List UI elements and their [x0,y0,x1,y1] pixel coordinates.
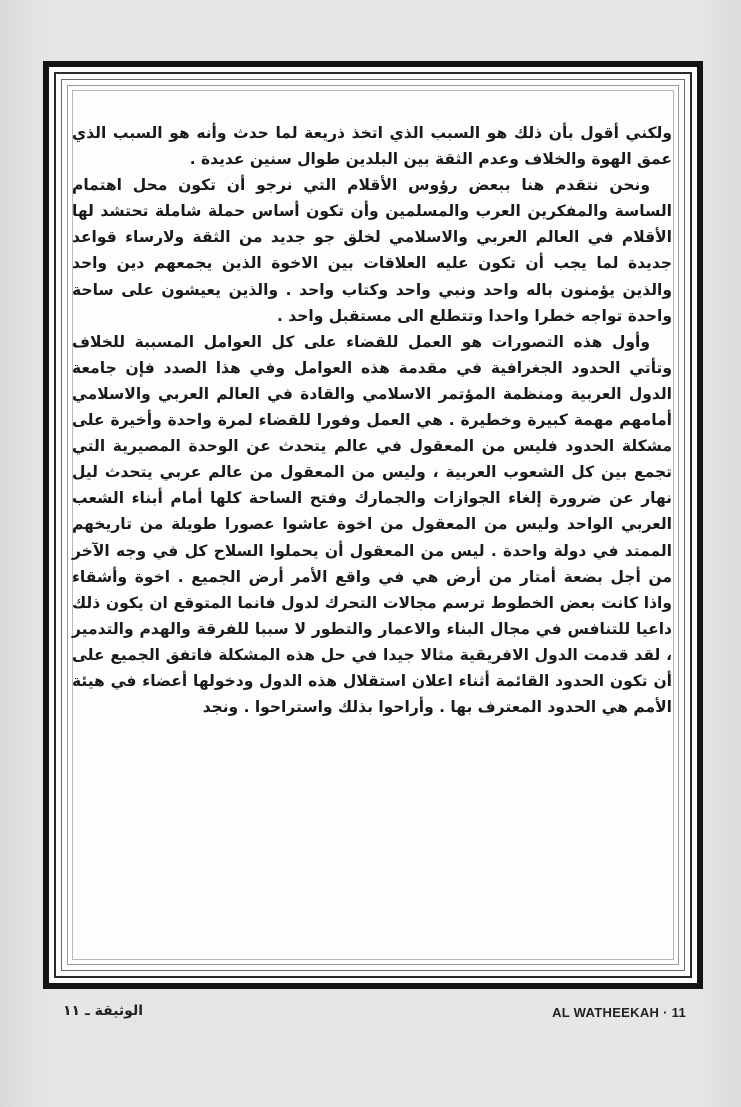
article-body [72,120,672,935]
paragraph-3: وأول هذه التصورات هو العمل للقضاء على كل العوامل المسببة للخلاف وتأتي الحدود الجغرافية في مقدمة هذه العوامل وفي هذا الصدد فإن جامعة الدول العربية ومنظمة المؤتمر الاسلامي والقادة في العالم العربي والاسلامي أمامهم مهمة كبيرة وخطيرة . هي العمل وفورا للقضاء لمرة واحدة وأخيرة على مشكلة الحدود فليس من المعقول في عالم يتحدث عن الوحدة المصيرية التي تجمع بين كل الشعوب العربية ، وليس من المعقول من عالم عربي يتحدث ليل نهار عن ضرورة إلغاء الجوازات والجمارك وفتح الساحة كلها أمام أبناء الشعب العربي الواحد وليس من المعقول من اخوة عاشوا عصورا طويلة من تاريخهم الممتد في دولة واحدة . ليس من المعقول أن يحملوا السلاح كل في وجه الآخر من أجل بضعة أمتار من أرض هي في واقع الأمر أرض الجميع . اخوة وأشقاء واذا كانت بعض الخطوط ترسم مجالات التحرك لدول فانما المتوقع ان يكون ذلك داعيا للتنافس في مجال البناء والاعمار والتطور لا سببا للفرقة والهدم والتدمير ، لقد قدمت الدول الافريقية مثالا جيدا في حل هذه المشكلة فاتفق الجميع على أن تكون الحدود القائمة أثناء اعلان استقلال هذه الدول ودخولها أعضاء في هيئة الأمم هي الحدود المعترف بها . وأراحوا بذلك واستراحوا . ونجد [72,332,672,717]
paragraph-2: ونحن نتقدم هنا ببعض رؤوس الأقلام التي نرجو أن تكون محل اهتمام الساسة والمفكرين العرب والمسلمين وأن تكون أساس حملة شاملة تحتشد لها الأقلام في العالم العربي والاسلامي لخلق جو جديد من الثقة ولارساء قواعد جديدة لما يجب أن تكون عليه العلاقات بين الاخوة الذين يجمعهم دين واحد والذين يؤمنون باله واحد ونبي واحد وكتاب واحد . والذين يعيشون على ساحة واحدة تواجه خطرا واحدا وتتطلع الى مستقبل واحد . [72,176,672,325]
footer-page-label-latin: AL WATHEEKAH · 11 [552,1005,686,1020]
footer-page-label-arabic: الوثيقة ـ ١١ [63,1003,143,1019]
paragraph-1: ولكني أقول بأن ذلك هو السبب الذي اتخذ ذريعة لما حدث وأنه هو السبب الذي عمق الهوة والخلاف وعدم الثقة بين البلدين طوال سنين عديدة . [72,124,672,169]
